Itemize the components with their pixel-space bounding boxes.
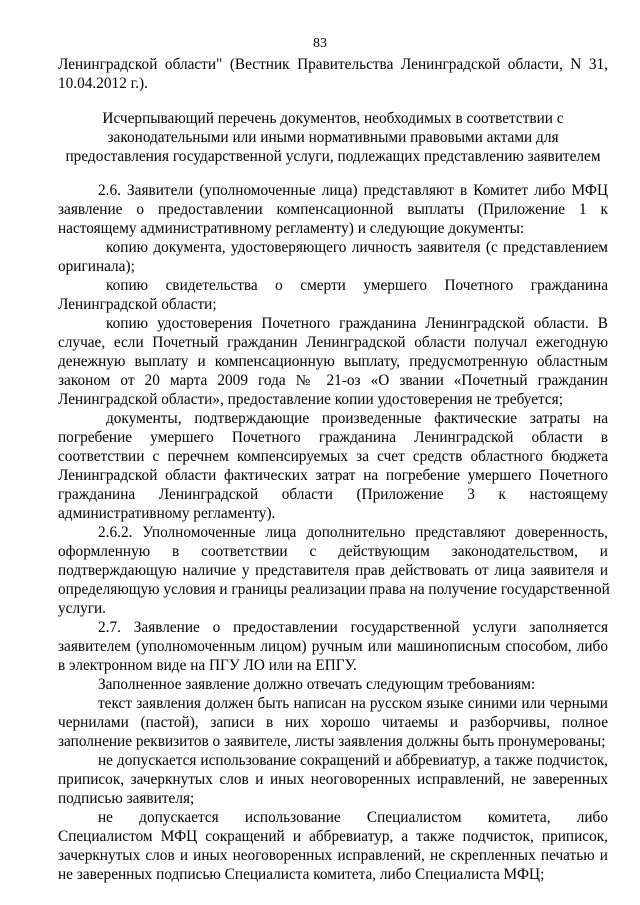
text-line: заявление о предоставлении компенсационной выплаты (Приложение 1 к xyxy=(58,201,608,218)
text-line: копию свидетельства о смерти умершего Почетного гражданина xyxy=(106,277,608,294)
text-line: 2.6.2. Уполномоченные лица дополнительно представляют доверенность, xyxy=(98,524,608,541)
text-line: денежную выплату и компенсационную выплату, предусмотренную областным xyxy=(58,353,608,370)
text-line: законодательными или иными нормативными правовыми актами для xyxy=(107,129,559,146)
text-line: соответствии с перечнем компенсируемых за счет средств областного бюджета xyxy=(58,448,608,465)
text-line: 2.6. Заявители (уполномоченные лица) представляют в Комитет либо МФЦ xyxy=(98,182,608,199)
text-line: не заверенных подписью Специалиста комитета, либо Специалиста МФЦ; xyxy=(58,866,545,883)
text-line: подписью заявителя; xyxy=(58,790,195,807)
text-line: гражданина Ленинградской области (Приложение 3 к настоящему xyxy=(58,486,608,503)
text-line: Ленинградской области фактических затрат на погребение умершего Почетного xyxy=(58,467,608,484)
text-line: копию удостоверения Почетного гражданина Ленинградской области. В xyxy=(106,315,608,332)
text-line: оформленную в соответствии с действующим законодательством, и xyxy=(58,543,608,560)
text-line: Ленинградской области», предоставление копии удостоверения не требуется; xyxy=(58,391,563,408)
text-line: погребение умершего Почетного гражданина Ленинградской области в xyxy=(58,429,608,446)
text-line: административному регламенту). xyxy=(58,505,276,522)
text-line: подтверждающую наличие у представителя прав действовать от лица заявителя и xyxy=(58,562,608,579)
text-line: в электронном виде на ПГУ ЛО или на ЕПГУ. xyxy=(58,657,357,674)
text-line: зачеркнутых слов и иных неоговоренных исправлений, не скрепленных печатью и xyxy=(58,847,608,864)
text-line: Исчерпывающий перечень документов, необходимых в соответствии с xyxy=(102,110,564,127)
text-line: случае, если Почетный гражданин Ленинградской области получал ежегодную xyxy=(58,334,608,351)
text-line: текст заявления должен быть написан на русском языке синими или черными xyxy=(98,695,608,712)
text-line: законом от 20 марта 2009 года № 21-оз «О звании «Почетный гражданин xyxy=(58,372,608,389)
text-line: 10.04.2012 г.). xyxy=(58,75,148,92)
text-line: заявителем (уполномоченным лицом) ручным или машинописным способом, либо xyxy=(58,638,608,655)
text-line: приписок, зачеркнутых слов и иных неоговоренных исправлений, не заверенных xyxy=(58,771,608,788)
text-line: копию документа, удостоверяющего личность заявителя (с представлением xyxy=(106,239,608,256)
text-line: оригинала); xyxy=(58,258,135,275)
text-line: предоставления государственной услуги, подлежащих представлению заявителем xyxy=(65,148,601,165)
text-line: определяющую условия и границы реализации права на получение государственной xyxy=(58,581,610,598)
text-line: настоящему административному регламенту) и следующие документы: xyxy=(58,220,525,237)
text-line: Ленинградской области; xyxy=(58,296,217,313)
text-line: Специалистом МФЦ сокращений и аббревиатур, а также подчисток, приписок, xyxy=(58,828,608,845)
text-line: Ленинградской области" (Вестник Правительства Ленинградской области, N 31, xyxy=(58,56,608,73)
text-line: 2.7. Заявление о предоставлении государственной услуги заполняется xyxy=(98,619,608,636)
text-line: документы, подтверждающие произведенные фактические затраты на xyxy=(106,410,608,427)
page-number: 83 xyxy=(313,36,327,51)
text-line: Заполненное заявление должно отвечать следующим требованиям: xyxy=(98,676,536,693)
text-line: чернилами (пастой), записи в них хорошо читаемы и разборчивы, полное xyxy=(58,714,608,731)
text-line: заполнение реквизитов о заявителе, листы заявления должны быть пронумерованы; xyxy=(58,733,606,750)
text-line: не допускается использование Специалистом комитета, либо xyxy=(98,809,608,826)
text-line: не допускается использование сокращений и аббревиатур, а также подчисток, xyxy=(98,752,608,769)
text-line: услуги. xyxy=(58,600,107,617)
